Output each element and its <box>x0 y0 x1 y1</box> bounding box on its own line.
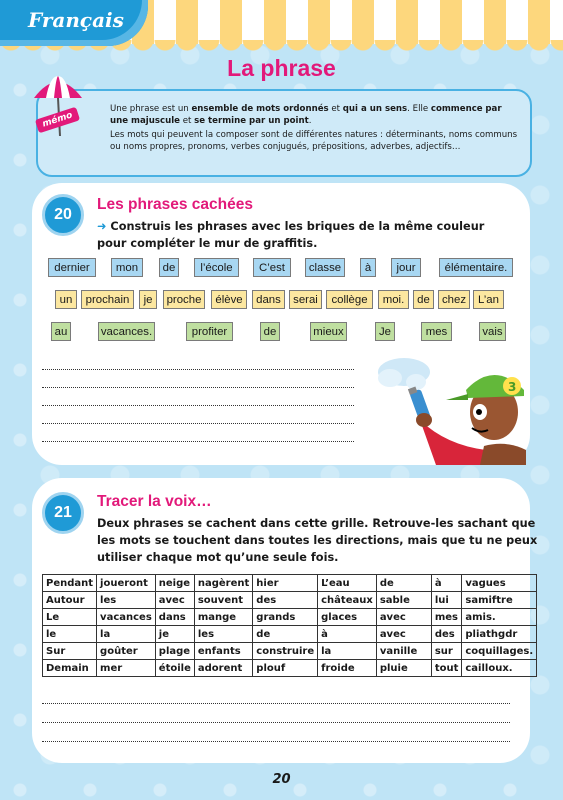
memo-text <box>110 103 520 155</box>
grid-cell[interactable]: le <box>43 626 97 643</box>
grid-row <box>43 609 537 626</box>
grid-cell[interactable]: les <box>194 626 252 643</box>
brick[interactable]: élémentaire. <box>439 258 513 277</box>
grid-cell[interactable]: glaces <box>318 609 377 626</box>
grid-cell[interactable]: les <box>97 592 156 609</box>
grid-cell[interactable]: adorent <box>194 660 252 677</box>
brick[interactable]: mes <box>421 322 452 341</box>
brick[interactable]: moi. <box>378 290 409 309</box>
grid-row <box>43 592 537 609</box>
grid-cell[interactable]: avec <box>155 592 194 609</box>
grid-cell[interactable]: de <box>253 626 318 643</box>
grid-cell[interactable]: vanille <box>376 643 431 660</box>
grid-cell[interactable]: Sur <box>43 643 97 660</box>
grid-cell[interactable]: neige <box>155 575 194 592</box>
memo-definition: Une phrase est un ensemble de mots ordonnés et qui a un sens. Elle commence par une majuscule et se termine par un point. <box>110 104 502 126</box>
brick[interactable]: dans <box>252 290 285 309</box>
grid-cell[interactable]: cailloux. <box>462 660 537 677</box>
grid-cell[interactable]: tout <box>431 660 462 677</box>
grid-cell[interactable]: souvent <box>194 592 252 609</box>
grid-row <box>43 660 537 677</box>
brick[interactable]: classe <box>305 258 345 277</box>
brick[interactable]: élève <box>211 290 247 309</box>
memo-natures: Les mots qui peuvent la composer sont de différentes natures : déterminants, noms communs ou noms propres, pronoms, verbes conjugués, prépositions, adverbes, adjectifs… <box>110 130 518 152</box>
grid-cell[interactable]: nagèrent <box>194 575 252 592</box>
grid-cell[interactable]: à <box>431 575 462 592</box>
grid-cell[interactable]: L’eau <box>318 575 377 592</box>
brick[interactable]: jour <box>391 258 421 277</box>
answer-line[interactable] <box>42 722 510 723</box>
brick[interactable]: l’école <box>194 258 239 277</box>
page-number: 20 <box>272 772 291 787</box>
grid-cell[interactable]: à <box>318 626 377 643</box>
grid-cell[interactable]: vacances <box>97 609 156 626</box>
grid-cell[interactable]: samiftre <box>462 592 537 609</box>
grid-cell[interactable]: étoile <box>155 660 194 677</box>
grid-cell[interactable]: Demain <box>43 660 97 677</box>
grid-cell[interactable]: la <box>318 643 377 660</box>
answer-line[interactable] <box>42 441 354 442</box>
brick[interactable]: mieux <box>310 322 347 341</box>
brick[interactable]: chez <box>438 290 470 309</box>
grid-cell[interactable]: hier <box>253 575 318 592</box>
brick[interactable]: de <box>260 322 280 341</box>
brick[interactable]: Je <box>375 322 395 341</box>
page-title: La phrase <box>227 55 336 81</box>
grid-row <box>43 643 537 660</box>
exercise-21-title: Tracer la voix… <box>97 493 212 510</box>
grid-cell[interactable]: mer <box>97 660 156 677</box>
brick[interactable]: prochain <box>81 290 134 309</box>
subject-tab <box>0 0 148 46</box>
brick[interactable]: je <box>139 290 157 309</box>
grid-cell[interactable]: pluie <box>376 660 431 677</box>
answer-line[interactable] <box>42 423 354 424</box>
brick[interactable]: de <box>413 290 434 309</box>
brick[interactable]: à <box>360 258 376 277</box>
grid-cell[interactable]: grands <box>253 609 318 626</box>
boy-spraying-graffiti-illustration <box>376 350 526 465</box>
brick[interactable]: vais <box>479 322 506 341</box>
exercise-20-title: Les phrases cachées <box>97 196 253 213</box>
grid-cell[interactable]: lui <box>431 592 462 609</box>
answer-line[interactable] <box>42 703 510 704</box>
grid-cell[interactable]: plouf <box>253 660 318 677</box>
memo-box <box>36 89 532 177</box>
grid-cell[interactable]: goûter <box>97 643 156 660</box>
memo-tag: mémo <box>35 107 80 134</box>
grid-cell[interactable]: enfants <box>194 643 252 660</box>
grid-cell[interactable]: avec <box>376 609 431 626</box>
arrow-right-icon: ➜ <box>97 220 107 233</box>
grid-cell[interactable]: amis. <box>462 609 537 626</box>
brick[interactable]: au <box>51 322 71 341</box>
grid-cell[interactable]: vagues <box>462 575 537 592</box>
exercise-20-badge: 20 <box>42 194 84 236</box>
brick[interactable]: C’est <box>253 258 291 277</box>
brick[interactable]: L’an <box>473 290 504 309</box>
grid-cell[interactable]: de <box>376 575 431 592</box>
grid-cell[interactable]: avec <box>376 626 431 643</box>
grid-cell[interactable]: je <box>155 626 194 643</box>
answer-line[interactable] <box>42 369 354 370</box>
grid-cell[interactable]: coquillages. <box>462 643 537 660</box>
grid-cell[interactable]: plage <box>155 643 194 660</box>
exercise-20-instruction: ➜ Construis les phrases avec les briques de la même couleur pour compléter le mur de graffitis. <box>97 220 485 250</box>
grid-row <box>43 575 537 592</box>
grid-cell[interactable]: sable <box>376 592 431 609</box>
grid-cell[interactable]: Pendant <box>43 575 97 592</box>
grid-cell[interactable]: froide <box>318 660 377 677</box>
svg-text:3: 3 <box>508 380 517 394</box>
word-grid <box>42 574 537 677</box>
grid-cell[interactable]: dans <box>155 609 194 626</box>
brick[interactable]: vacances. <box>98 322 155 341</box>
grid-cell[interactable]: sur <box>431 643 462 660</box>
answer-line[interactable] <box>42 387 354 388</box>
brick[interactable]: collège <box>326 290 373 309</box>
grid-cell[interactable]: pliathgdr <box>462 626 537 643</box>
grid-cell[interactable]: des <box>253 592 318 609</box>
brick[interactable]: mon <box>111 258 143 277</box>
grid-cell[interactable]: mes <box>431 609 462 626</box>
exercise-21-badge: 21 <box>42 492 84 534</box>
grid-cell[interactable]: des <box>431 626 462 643</box>
grid-cell[interactable]: joueront <box>97 575 156 592</box>
brick[interactable]: de <box>159 258 179 277</box>
brick[interactable]: serai <box>289 290 322 309</box>
grid-cell[interactable]: construire <box>253 643 318 660</box>
exercise-21-instruction: Deux phrases se cachent dans cette grille. Retrouve-les sachant que les mots se touchent dans toutes les directions, mais que tu ne peux utiliser chaque mot qu’une seule fois. <box>97 517 538 564</box>
brick[interactable]: dernier <box>48 258 96 277</box>
grid-cell[interactable]: la <box>97 626 156 643</box>
grid-cell[interactable]: châteaux <box>318 592 377 609</box>
grid-cell[interactable]: Le <box>43 609 97 626</box>
brick[interactable]: un <box>55 290 77 309</box>
answer-line[interactable] <box>42 405 354 406</box>
subject-label: Français <box>28 8 124 32</box>
grid-cell[interactable]: mange <box>194 609 252 626</box>
brick[interactable]: proche <box>163 290 205 309</box>
answer-line[interactable] <box>42 741 510 742</box>
grid-row <box>43 626 537 643</box>
brick[interactable]: profiter <box>186 322 233 341</box>
grid-cell[interactable]: Autour <box>43 592 97 609</box>
